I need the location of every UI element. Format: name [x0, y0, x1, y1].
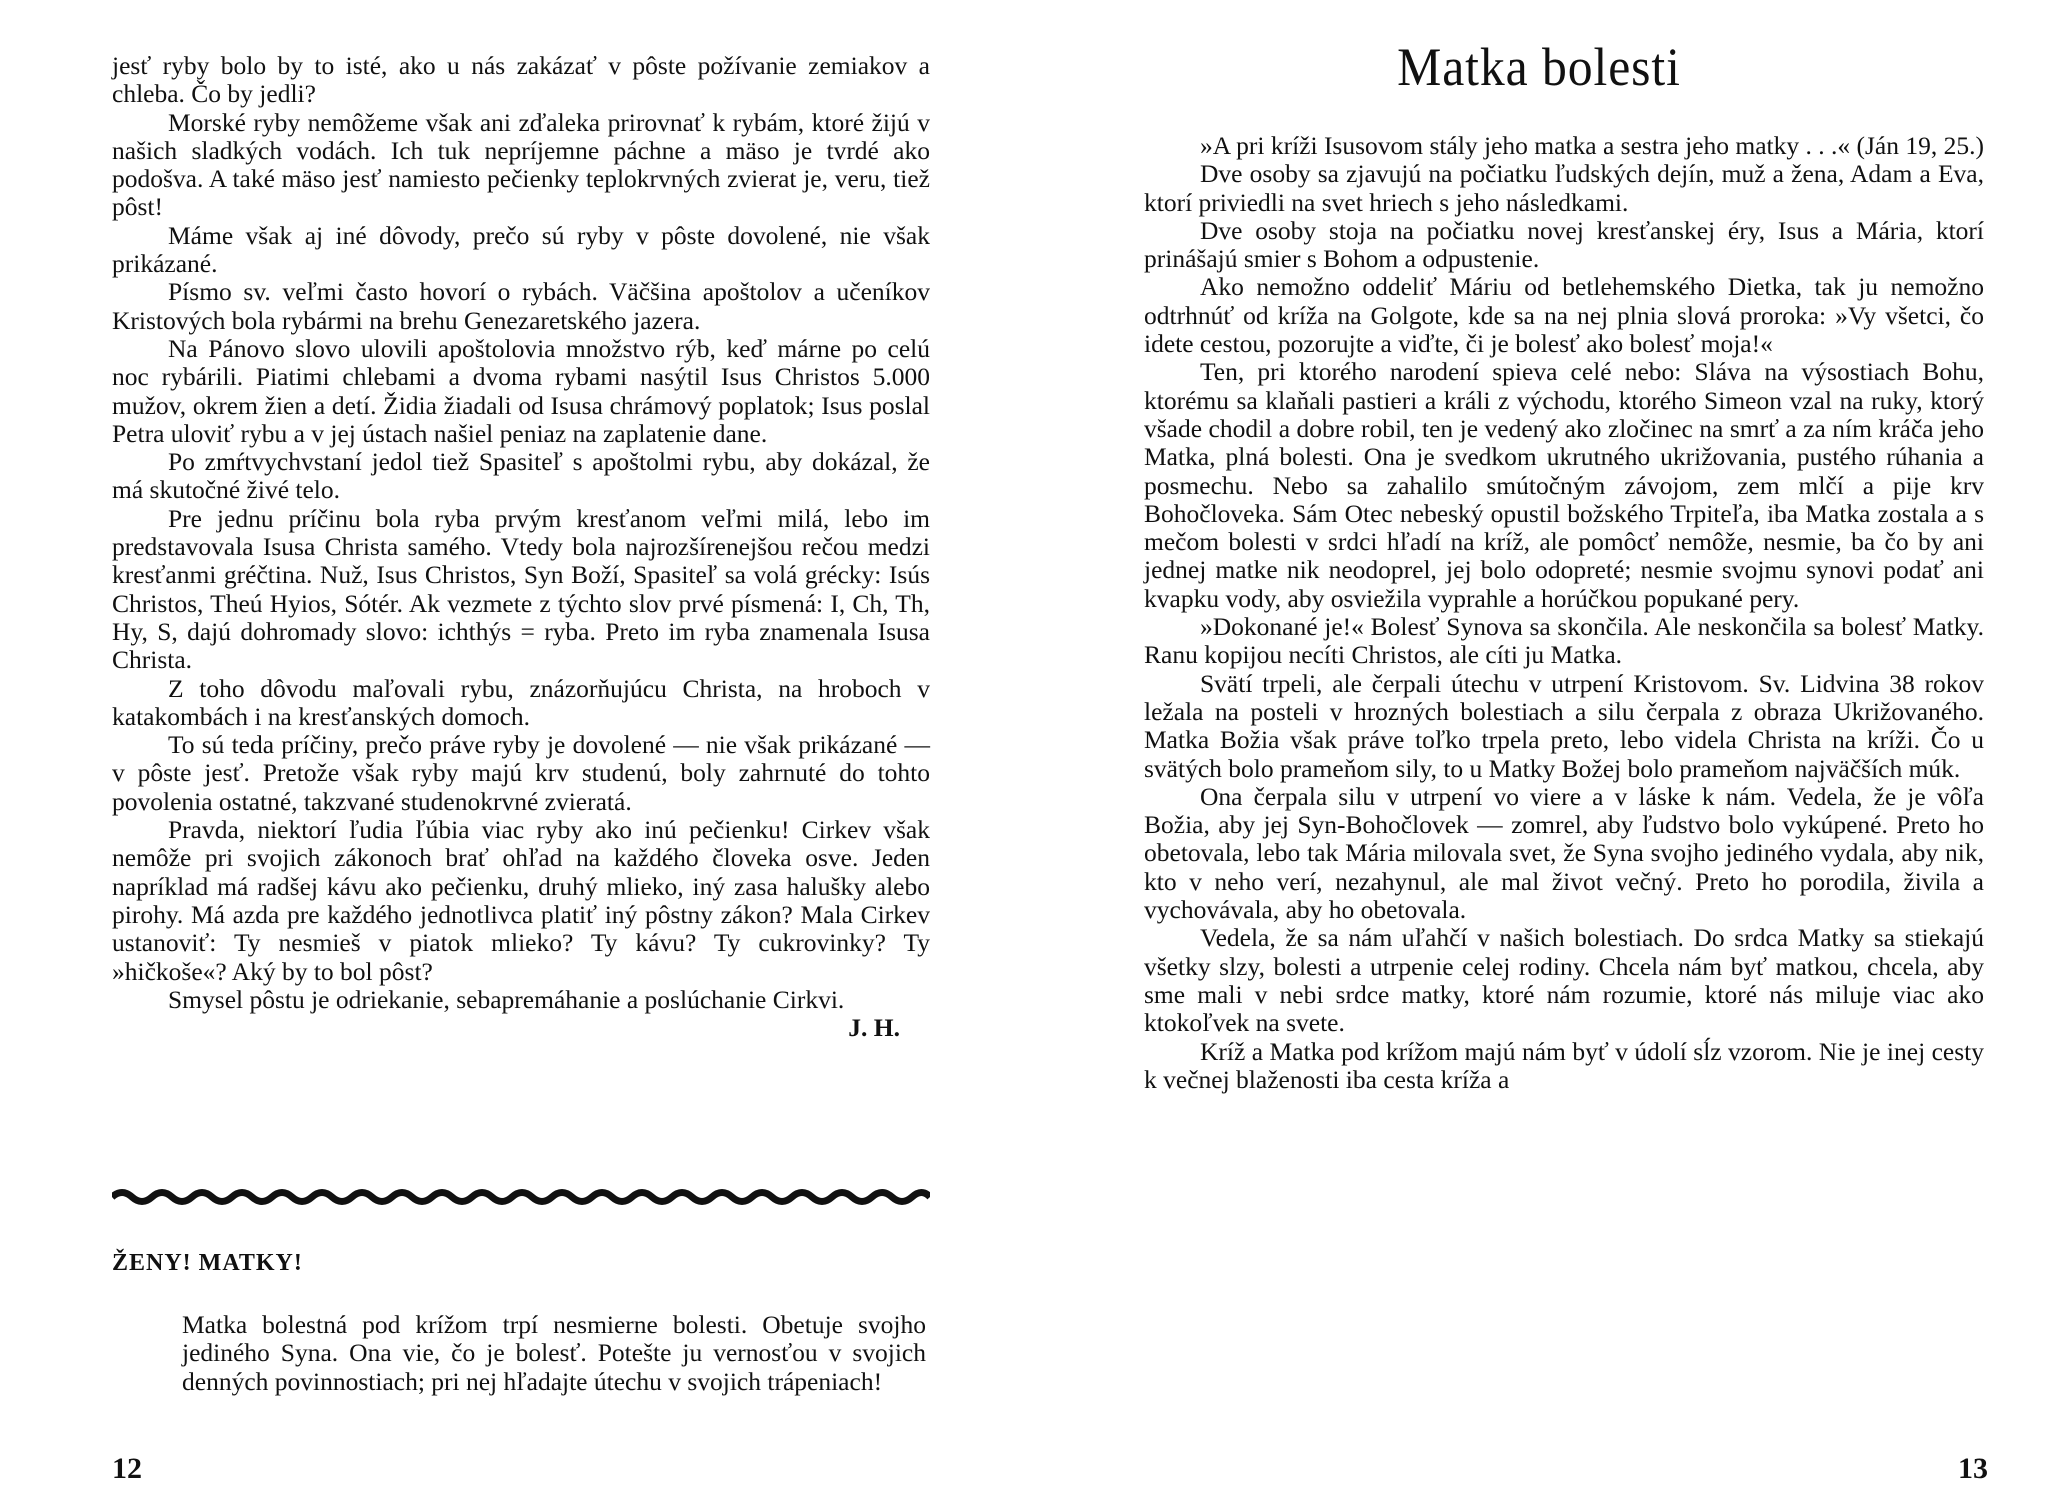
page-number: 12 [112, 1452, 142, 1485]
paragraph: Písmo sv. veľmi často hovorí o rybách. Väčšina apoštolov a učeníkov Kristových bola rybármi na brehu Genezaretského jazera. [112, 277, 930, 335]
right-text-column [1144, 132, 1984, 1094]
page-number: 13 [1958, 1452, 1988, 1485]
paragraph: Máme však aj iné dôvody, prečo sú ryby v pôste dovolené, nie však prikázané. [112, 220, 930, 279]
closing-text: Smysel pôstu je odriekanie, sebapremáhanie a poslúchanie Cirkvi. [168, 984, 845, 1014]
paragraph: Kríž a Matka pod krížom majú nám byť v údolí sĺz vzorom. Nie je inej cesty k večnej blaženosti iba cesta kríža a [1144, 1036, 1984, 1094]
paragraph: Morské ryby nemôžeme však ani zďaleka prirovnať k rybám, ktoré žijú v našich sladkých vodách. Ich tuk nepríjemne páchne a mäso je tvrdé ako podošva. A také mäso jesť namiesto pečienky teplokrvných zvierat je, veru, tiež pôst! [112, 107, 930, 222]
article-title: Matka bolesti [1397, 37, 1681, 97]
paragraph: Dve osoby sa zjavujú na počiatku ľudských dejín, muž a žena, Adam a Eva, ktorí priviedli na svet hriech s jeho následkami. [1144, 159, 1984, 217]
paragraph: Z toho dôvodu maľovali rybu, znázorňujúcu Christa, na hroboch v katakombách i na kresťanských domoch. [112, 673, 930, 731]
paragraph: »Dokonané je!« Bolesť Synova sa skončila. Ale neskončila sa bolesť Matky. Ranu kopijou necíti Christos, ale cíti ju Matka. [1144, 612, 1984, 670]
paragraph: Ako nemožno oddeliť Máriu od betlehemského Dietka, tak ju nemožno odtrhnúť od kríža na Golgote, kde sa na nej plnia slová proroka: »Vy všetci, čo idete cestou, pozorujte a viďte, či je bolesť ako bolesť moja!« [1144, 272, 1984, 359]
wavy-divider [112, 1186, 930, 1208]
paragraph: »A pri kríži Isusovom stály jeho matka a sestra jeho matky . . .« (Ján 19, 25.) [1200, 131, 1984, 160]
paragraph: Pravda, niektorí ľudia ľúbia viac ryby ako inú pečienku! Cirkev však nemôže pri svojich zákonoch brať ohľad na každého človeka osve. Jeden napríklad má radšej kávu ako pečienku, druhý mlieko, iný zasa halušky alebo pirohy. Má azda pre každého jednotlivca platiť iný pôstny zákon? Mala Cirkev ustanoviť: Ty nesmieš v piatok mlieko? Ty kávu? Ty cukrovinky? Ty »hičkoše«? Aký by to bol pôst? [112, 815, 930, 986]
boxed-note-text: Matka bolestná pod krížom trpí nesmierne bolesti. Obetuje svojho jediného Syna. Ona vie, čo je bolesť. Potešte ju vernosťou v svojich denných povinnostiach; pri nej hľadajte útechu v svojich trápeniach! [182, 1310, 926, 1396]
paragraph: Pre jednu príčinu bola ryba prvým kresťanom veľmi milá, lebo im predstavovala Isusa Christa samého. Vtedy bola najrozšírenejšou rečou medzi kresťanmi gréčtina. Nuž, Isus Christos, Syn Boží, Spasiteľ sa volá grécky: Isús Christos, Theú Hyios, Sótér. Ak vezmete z týchto slov prvé písmená: I, Ch, Th, Hy, S, dajú dohromady slovo: ichthýs = ryba. Preto im ryba znamenala Isusa Christa. [112, 503, 930, 675]
paragraph: Dve osoby stoja na počiatku novej kresťanskej éry, Isus a Mária, ktorí prinášajú smier s Bohom a odpustenie. [1144, 215, 1984, 274]
boxed-note [182, 1311, 926, 1396]
paragraph: Ona čerpala silu v utrpení vo viere a v láske k nám. Vedela, že je vôľa Božia, aby jej Syn-Bohočlovek — zomrel, aby ľudstvo bolo vykúpené. Preto ho obetovala, lebo tak Mária milovala svet, že Syna svojho jediného vydala, aby nik, kto v neho verí, nezahynul, ale mal život večný. Preto ho porodila, živila a vychovávala, aby ho obetovala. [1144, 781, 1984, 925]
right-page [1026, 0, 2052, 1500]
paragraph: jesť ryby bolo by to isté, ako u nás zakázať v pôste požívanie zemiakov a chleba. Čo by jedli? [112, 51, 930, 109]
paragraph: Po zmŕtvychvstaní jedol tiež Spasiteľ s apoštolmi rybu, aby dokázal, že má skutočné živé telo. [112, 447, 930, 505]
author-signature: J. H. [848, 1013, 900, 1043]
paragraph: To sú teda príčiny, prečo práve ryby je dovolené — nie však prikázané — v pôste jesť. Pretože však ryby majú krv studenú, boly zahrnuté do tohto povolenia ostatné, takzvané studenokrvné zvieratá. [112, 730, 930, 816]
left-text-column [112, 52, 930, 1042]
paragraph [112, 986, 930, 1014]
paragraph: Svätí trpeli, ale čerpali útechu v utrpení Kristovom. Sv. Lidvina 38 rokov ležala na posteli v hrozných bolestiach a silu čerpala z obraza Ukrižovaného. Matka Božia však práve toľko trpela preto, lebo videla Christa na kríži. Čo u svätých bolo prameňom sily, to u Matky Božej bolo prameňom najväčších múk. [1144, 668, 1984, 783]
paragraph: Vedela, že sa nám uľahčí v našich bolestiach. Do srdca Matky sa stiekajú všetky slzy, bolesti a utrpenie celej rodiny. Chcela nám byť matkou, chcela, aby sme mali v nebi srdce matky, ktoré nám rozumie, ktoré nás miluje viac ako ktokoľvek na svete. [1144, 923, 1984, 1038]
paragraph: Na Pánovo slovo ulovili apoštolovia množstvo rýb, keď márne po celú noc rybárili. Piatimi chlebami a dvoma rybami nasýtil Isus Christos 5.000 mužov, okrem žien a detí. Židia žiadali od Isusa chrámový poplatok; Isus poslal Petra uloviť rybu a v jej ústach našiel peniaz na zaplatenie dane. [112, 333, 930, 448]
paragraph: Ten, pri ktorého narodení spieva celé nebo: Sláva na výsostiach Bohu, ktorému sa klaňali pastieri a králi z východu, ktorého Simeon vzal na ruky, ktorý všade chodil a dobre robil, ten je vedený ako zločinec na smrť a za ním kráča jeho Matka, plná bolesti. Ona je svedkom ukrutného ukrižovania, pustého rúhania a posmechu. Nebo sa zahalilo smútočným závojom, zem mlčí a pije krv Bohočloveka. Sám Otec nebeský opustil božského Trpiteľa, iba Matka zostala a s mečom bolesti v srdci hľadí na kríž, ale pomôcť nemôže, nesmie, ba čo by ani jednej matke nik neodoprel, jej bolo odopreté; nesmie svojmu synovi podať ani kvapku vody, aby osviežila vyprahle a horúčkou popukané pery. [1144, 357, 1984, 613]
section-heading: ŽENY! MATKY! [112, 1250, 303, 1276]
signoff-line [112, 1014, 930, 1042]
